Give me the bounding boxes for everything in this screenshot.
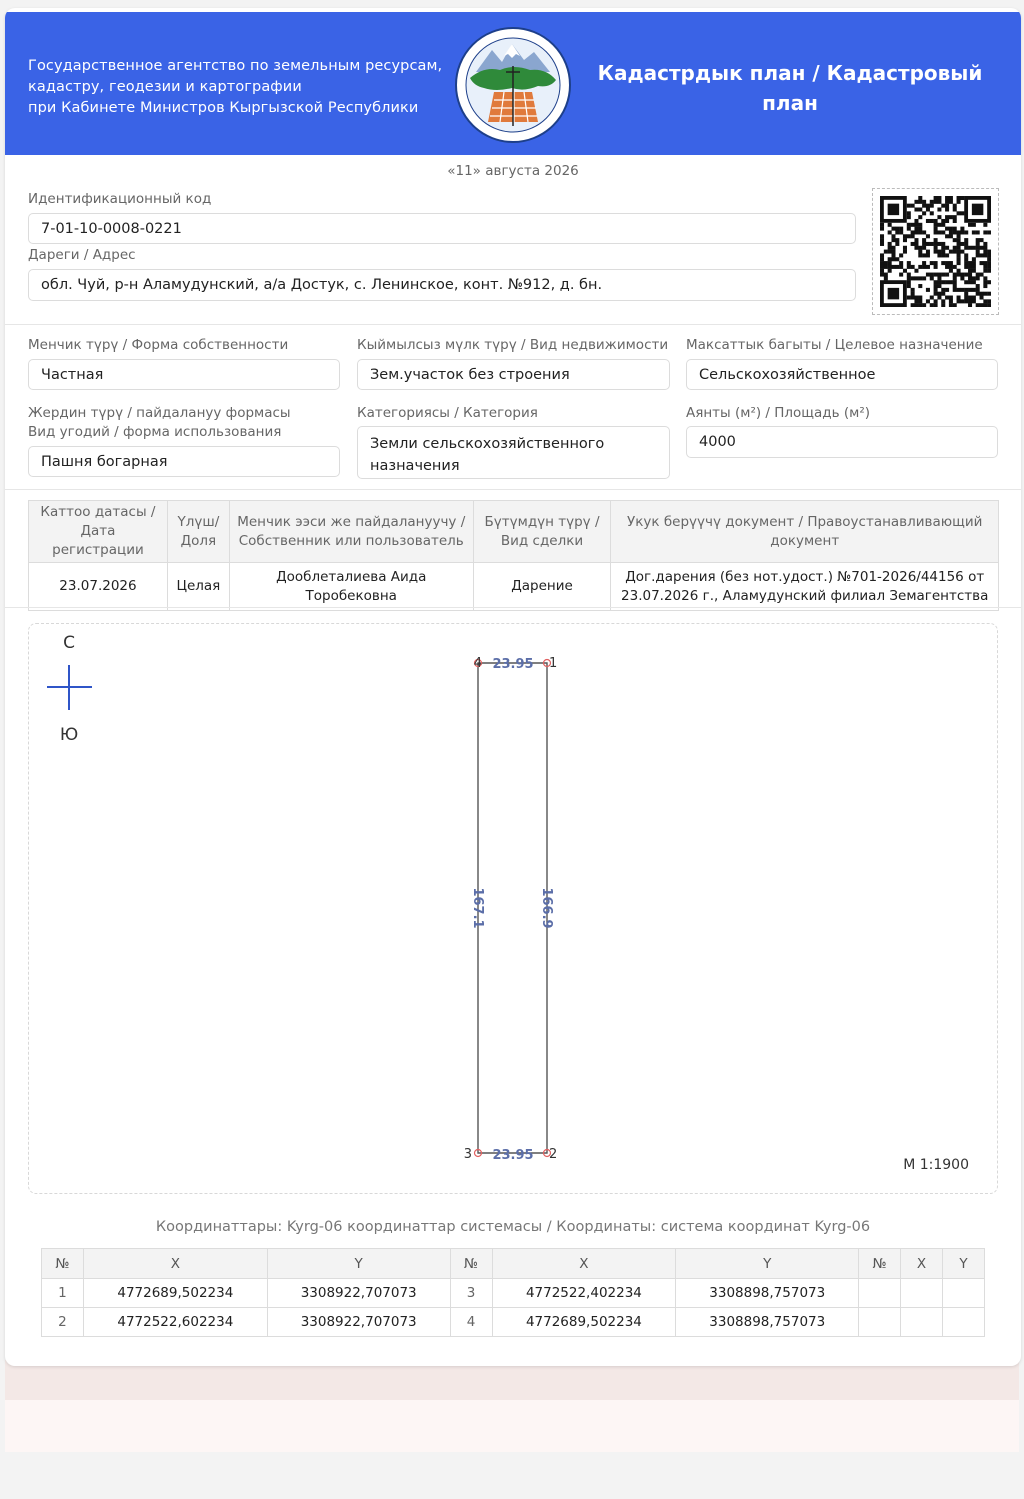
divider — [5, 324, 1021, 325]
document-title: Кадастрдык план / Кадастровый план — [597, 61, 983, 115]
registration-date: 23.07.2026 — [29, 563, 168, 611]
divider — [5, 489, 1021, 490]
qr-code-icon — [880, 196, 991, 307]
column-header: Y — [676, 1249, 859, 1279]
point-number-cell: 4 — [450, 1308, 492, 1337]
x-coordinate: 4772522,402234 — [492, 1279, 676, 1308]
document-date: «11» августа 2026 — [447, 163, 579, 179]
point-number-cell: 3 — [450, 1279, 492, 1308]
qr-code — [872, 188, 999, 315]
title-document: Дог.дарения (без нот.удост.) №701-2026/44156 от 23.07.2026 г., Аламудунский филиал Земагентства — [611, 563, 999, 611]
table-row — [42, 1308, 985, 1337]
top-side-length: 23.95 — [492, 657, 534, 672]
y-coordinate — [943, 1308, 985, 1337]
column-header: Укук берүүчү документ / Правоустанавливающий документ — [611, 501, 999, 563]
compass-north-label: С — [63, 633, 75, 653]
y-coordinate — [943, 1279, 985, 1308]
column-header: № — [42, 1249, 84, 1279]
area-field: 4000 — [686, 426, 998, 458]
parcel-plan-drawing — [29, 624, 999, 1195]
parcel-boundary — [478, 663, 547, 1153]
address-label: Дареги / Адрес — [28, 247, 136, 263]
divider — [5, 607, 1021, 608]
x-coordinate: 4772689,502234 — [492, 1308, 676, 1337]
y-coordinate: 3308922,707073 — [267, 1279, 450, 1308]
property-type-label: Кыймылсыз мүлк түрү / Вид недвижимости — [357, 337, 669, 353]
ownership-label: Менчик түрү / Форма собственности — [28, 337, 289, 353]
cadastral-plan-card — [5, 8, 1021, 1366]
category-field: Земли сельскохозяйственного назначения — [357, 426, 670, 479]
point-number: 3 — [463, 1147, 472, 1162]
bottom-side-length: 23.95 — [492, 1148, 534, 1163]
registration-table — [28, 500, 999, 611]
table-header-row — [42, 1249, 985, 1279]
coordinates-table — [41, 1248, 985, 1337]
agency-emblem-icon — [454, 26, 572, 144]
property-type-field: Зем.участок без строения — [357, 359, 670, 390]
x-coordinate: 4772522,602234 — [83, 1308, 267, 1337]
table-header-row — [29, 501, 999, 563]
land-use-label: Вид угодий / форма использования — [28, 424, 282, 440]
ident-code-field: 7-01-10-0008-0221 — [28, 213, 856, 244]
y-coordinate: 3308898,757073 — [676, 1308, 859, 1337]
map-scale: М 1:1900 — [903, 1157, 969, 1173]
column-header: Бүтүмдүн түрү / Вид сделки — [473, 501, 611, 563]
column-header: X — [901, 1249, 943, 1279]
parcel-plan — [28, 623, 998, 1194]
x-coordinate — [901, 1279, 943, 1308]
page-footer-band-light — [5, 1400, 1019, 1452]
coordinates-title: Координаттары: Kyrg-06 координаттар системасы / Координаты: система координат Kyrg-06 — [155, 1219, 871, 1235]
point-number-cell: 2 — [42, 1308, 84, 1337]
column-header: Каттоо датасы / Дата регистрации — [29, 501, 168, 563]
right-side-length: 166.9 — [539, 887, 554, 929]
point-number-cell — [859, 1308, 901, 1337]
purpose-label: Максаттык багыты / Целевое назначение — [686, 337, 983, 353]
address-field: обл. Чуй, р-н Аламудунский, а/а Достук, с. Ленинское, конт. №912, д. бн. — [28, 269, 856, 301]
point-number: 4 — [473, 656, 482, 671]
x-coordinate: 4772689,502234 — [83, 1279, 267, 1308]
share: Целая — [167, 563, 229, 611]
point-number-cell — [859, 1279, 901, 1308]
column-header: Менчик ээси же пайдалануучу / Собственник или пользователь — [229, 501, 473, 563]
area-label: Аянты (м²) / Площадь (м²) — [686, 405, 870, 421]
column-header: Үлүш/ Доля — [167, 501, 229, 563]
agency-name — [28, 56, 443, 119]
column-header: Y — [267, 1249, 450, 1279]
compass-south-label: Ю — [59, 725, 79, 745]
land-use-field: Пашня богарная — [28, 446, 340, 477]
column-header: № — [859, 1249, 901, 1279]
column-header: № — [450, 1249, 492, 1279]
table-row — [42, 1279, 985, 1308]
ident-code-label: Идентификационный код — [28, 191, 212, 207]
agency-line: кадастру, геодезии и картографии — [28, 79, 302, 95]
deal-type: Дарение — [473, 563, 611, 611]
left-side-length: 167.1 — [470, 887, 485, 929]
column-header: X — [492, 1249, 676, 1279]
header-banner — [5, 12, 1021, 155]
column-header: X — [83, 1249, 267, 1279]
point-number-cell: 1 — [42, 1279, 84, 1308]
agency-line: Государственное агентство по земельным ресурсам, — [28, 58, 443, 74]
land-use-label: Жердин түрү / пайдалануу формасы — [28, 405, 291, 421]
x-coordinate — [901, 1308, 943, 1337]
table-row — [29, 563, 999, 611]
category-label: Категориясы / Категория — [357, 405, 538, 421]
agency-line: при Кабинете Министров Кыргызской Республики — [28, 100, 419, 116]
ownership-field: Частная — [28, 359, 340, 390]
point-number: 1 — [549, 656, 558, 671]
column-header: Y — [943, 1249, 985, 1279]
compass-cross-icon — [47, 665, 92, 710]
y-coordinate: 3308922,707073 — [267, 1308, 450, 1337]
owner: Дооблеталиева Аида Торобековна — [229, 563, 473, 611]
y-coordinate: 3308898,757073 — [676, 1279, 859, 1308]
point-number: 2 — [549, 1147, 558, 1162]
purpose-field: Сельскохозяйственное — [686, 359, 998, 390]
